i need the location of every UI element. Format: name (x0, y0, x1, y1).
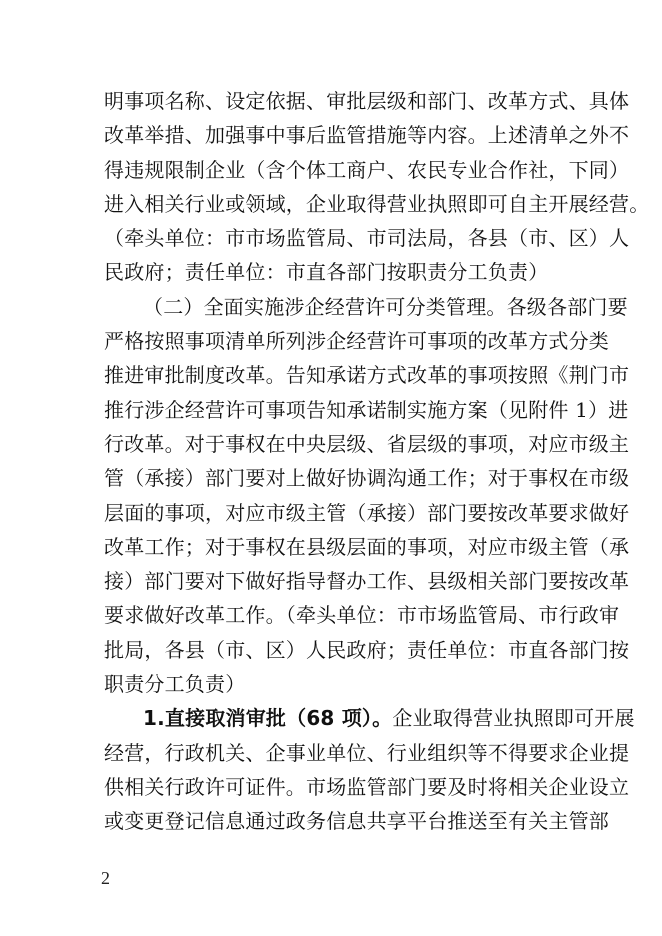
text-line: 接）部门要对下做好指导督办工作、县级相关部门要按改革 (104, 569, 630, 594)
text-line: 民政府；责任单位：市直各部门按职责分工负责） (104, 260, 549, 285)
document-body (104, 84, 650, 839)
section-heading-line: （二）全面实施涉企经营许可分类管理。各级各部门要 (143, 294, 628, 319)
text-line: 供相关行政许可证件。市场监管部门要及时将相关企业设立 (104, 774, 630, 799)
text-line: 进入相关行业或领域，企业取得营业执照即可自主开展经营。 (104, 191, 650, 216)
text-line: 层面的事项，对应市级主管（承接）部门要按改革要求做好 (104, 500, 630, 525)
text-line: 管（承接）部门要对上做好协调沟通工作；对于事权在市级 (104, 466, 630, 491)
item-1-heading: 1.直接取消审批（68 项）。 (143, 706, 393, 731)
page-number: 2 (101, 868, 110, 888)
text-line: 批局，各县（市、区）人民政府；责任单位：市直各部门按 (104, 637, 630, 662)
text-line: 推进审批制度改革。告知承诺方式改革的事项按照《荆门市 (104, 363, 630, 388)
text-line: 经营，行政机关、企事业单位、行业组织等不得要求企业提 (104, 740, 630, 765)
text-line: 行改革。对于事权在中央层级、省层级的事项，对应市级主 (104, 431, 630, 456)
text-line: 严格按照事项清单所列涉企经营许可事项的改革方式分类 (104, 329, 609, 354)
text-line: （牵头单位：市市场监管局、市司法局，各县（市、区）人 (104, 226, 630, 251)
item-1-text: 企业取得营业执照即可开展 (392, 706, 635, 731)
text-line: 明事项名称、设定依据、审批层级和部门、改革方式、具体 (104, 89, 630, 113)
text-line: 或变更登记信息通过政务信息共享平台推送至有关主管部 (104, 809, 609, 834)
text-line: 得违规限制企业（含个体工商户、农民专业合作社，下同） (104, 157, 630, 182)
text-line: 职责分工负责） (104, 672, 246, 697)
text-line: 推行涉企经营许可事项告知承诺制实施方案（见附件 1）进 (104, 397, 629, 422)
text-line: 改革工作；对于事权在县级层面的事项，对应市级主管（承 (104, 534, 630, 559)
text-line: 要求做好改革工作。（牵头单位：市市场监管局、市行政审 (104, 603, 620, 628)
text-line: 改革举措、加强事中事后监管措施等内容。上述清单之外不 (104, 123, 630, 148)
item-1-first-line (104, 701, 635, 735)
